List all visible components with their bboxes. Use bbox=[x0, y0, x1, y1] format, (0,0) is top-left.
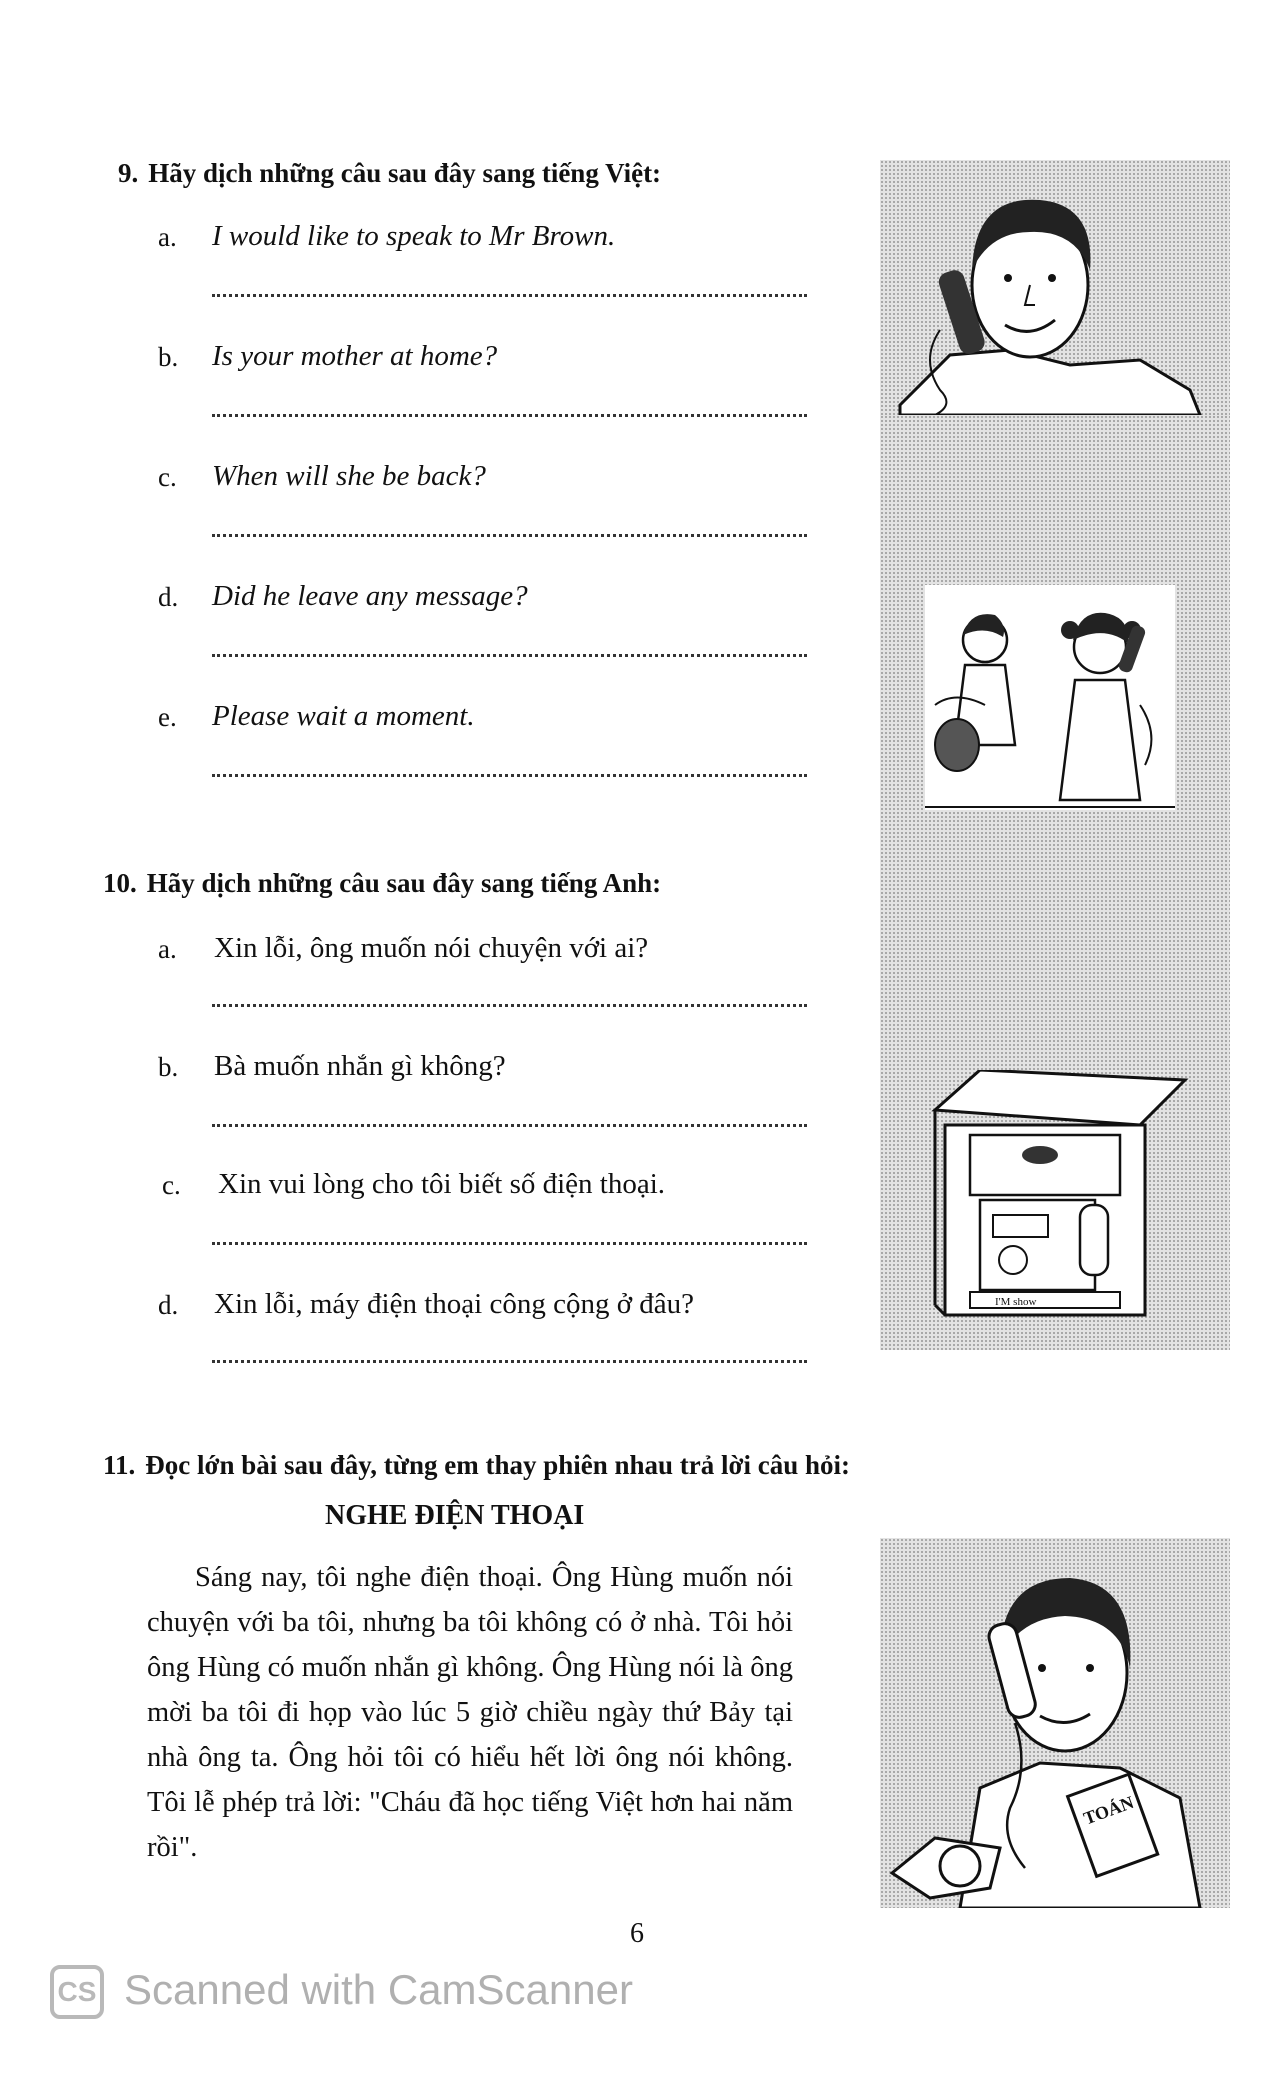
book-label: TOÁN bbox=[1080, 1792, 1137, 1829]
exercise-9-title: Hãy dịch những câu sau đây sang tiếng Việt: bbox=[148, 158, 662, 188]
kitchen-phone-drawing bbox=[925, 585, 1175, 810]
answer-line[interactable] bbox=[212, 1124, 807, 1127]
ex10-item-letter: b. bbox=[158, 1052, 179, 1082]
exercise-11-heading bbox=[103, 1450, 850, 1481]
kitchen-phone-background bbox=[880, 415, 1230, 855]
ex10-item-text: Bà muốn nhắn gì không? bbox=[214, 1050, 506, 1082]
answer-line[interactable] bbox=[212, 294, 807, 297]
phone-booth-sign-text: I'M show bbox=[995, 1296, 1037, 1308]
exercise-11-number: 11. bbox=[103, 1450, 136, 1480]
ex9-item-letter: b. bbox=[158, 342, 179, 372]
exercise-11-title: Đọc lớn bài sau đây, từng em thay phiên nhau trả lời câu hỏi: bbox=[145, 1450, 850, 1480]
page-number: 6 bbox=[630, 1918, 644, 1949]
phone-booth-background bbox=[880, 855, 1230, 1350]
ex9-item-text: When will she be back? bbox=[212, 460, 486, 492]
answer-line[interactable] bbox=[212, 1360, 807, 1363]
phone-booth-drawing bbox=[925, 1070, 1195, 1320]
answer-line[interactable] bbox=[212, 534, 807, 537]
ex9-item-text: Please wait a moment. bbox=[212, 700, 475, 732]
answer-line[interactable] bbox=[212, 774, 807, 777]
story-paragraph: Sáng nay, tôi nghe điện thoại. Ông Hùng muốn nói chuyện với ba tôi, nhưng ba tôi không có ở nhà. Tôi hỏi ông Hùng có muốn nhắn gì không. Ông Hùng nói là ông mời ba tôi đi họp vào lúc 5 giờ chiều ngày thứ Bảy tại nhà ông ta. Ông hỏi tôi có hiểu hết lời ông nói không. Tôi lễ phép trả lời: "Cháu đã học tiếng Việt hơn hai năm rồi". bbox=[147, 1562, 793, 1863]
story-passage bbox=[147, 1555, 793, 1870]
camscanner-logo: CS bbox=[50, 1965, 104, 2019]
ex10-item-letter: c. bbox=[162, 1170, 181, 1200]
ex9-item-text: Did he leave any message? bbox=[212, 580, 528, 612]
woman-on-phone-drawing bbox=[880, 1538, 1230, 1908]
ex10-item-letter: a. bbox=[158, 934, 177, 964]
ex10-item-text: Xin lỗi, máy điện thoại công cộng ở đâu? bbox=[214, 1288, 695, 1320]
exercise-10-number: 10. bbox=[103, 868, 137, 898]
ex9-item-letter: c. bbox=[158, 462, 177, 492]
ex9-item-text: Is your mother at home? bbox=[212, 340, 498, 372]
ex9-item-letter: d. bbox=[158, 582, 179, 612]
ex9-item-letter: e. bbox=[158, 702, 177, 732]
man-on-phone-drawing bbox=[880, 160, 1230, 415]
ex9-item-letter: a. bbox=[158, 222, 177, 252]
ex9-item-text: I would like to speak to Mr Brown. bbox=[212, 220, 616, 252]
man-on-phone-illustration bbox=[880, 160, 1230, 415]
woman-on-phone-illustration bbox=[880, 1538, 1230, 1908]
exercise-10-title: Hãy dịch những câu sau đây sang tiếng Anh: bbox=[146, 868, 662, 898]
answer-line[interactable] bbox=[212, 1242, 807, 1245]
answer-line[interactable] bbox=[212, 1004, 807, 1007]
exercise-9-number: 9. bbox=[118, 158, 139, 188]
answer-line[interactable] bbox=[212, 654, 807, 657]
story-title: NGHE ĐIỆN THOẠI bbox=[325, 1500, 585, 1531]
exercise-9-heading bbox=[118, 158, 661, 189]
camscanner-watermark: Scanned with CamScanner bbox=[124, 1966, 633, 2013]
kitchen-phone-illustration bbox=[925, 585, 1175, 810]
exercise-10-heading bbox=[103, 868, 661, 899]
ex10-item-text: Xin vui lòng cho tôi biết số điện thoại. bbox=[218, 1168, 666, 1200]
ex10-item-text: Xin lỗi, ông muốn nói chuyện với ai? bbox=[214, 932, 649, 964]
ex10-item-letter: d. bbox=[158, 1290, 179, 1320]
phone-booth-illustration bbox=[925, 1070, 1195, 1320]
answer-line[interactable] bbox=[212, 414, 807, 417]
